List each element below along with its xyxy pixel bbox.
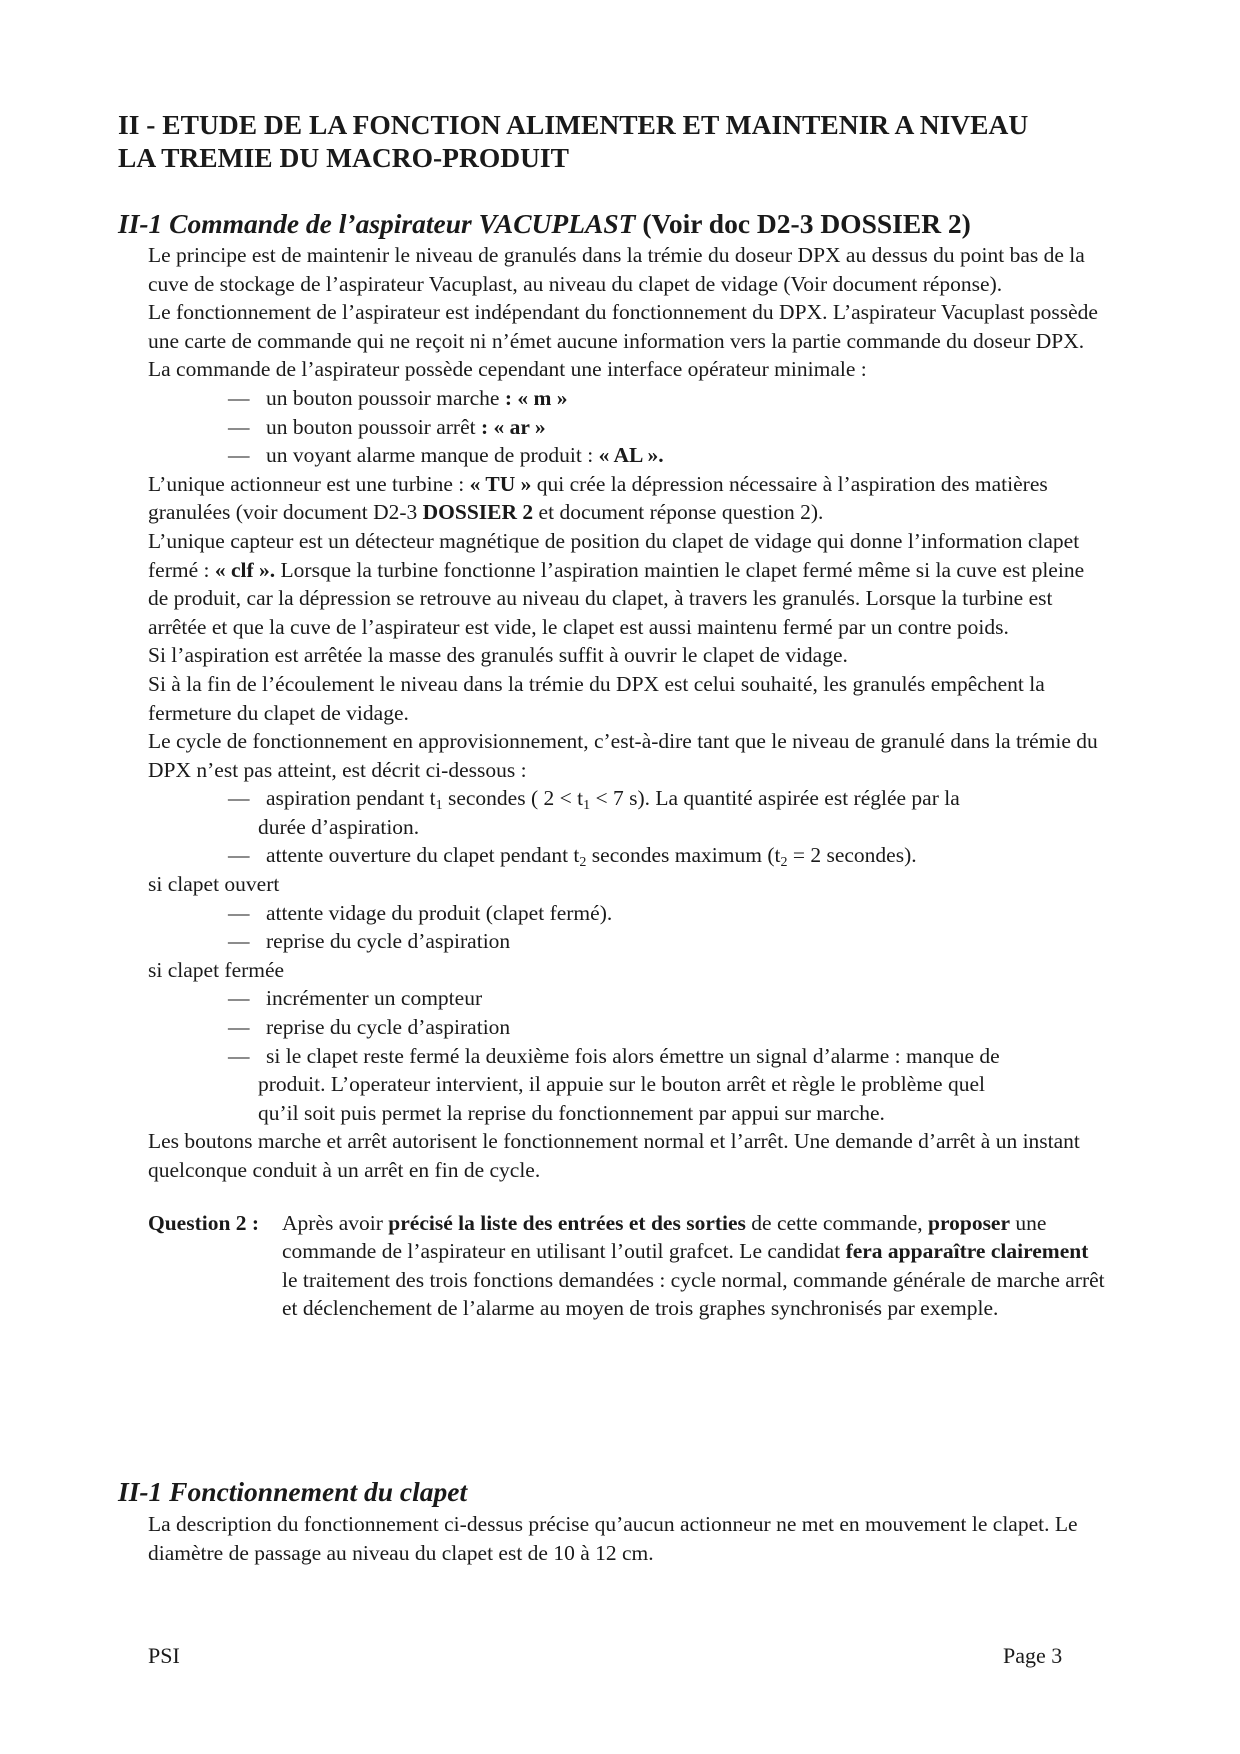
list-item: — incrémenter un compteur [228,986,483,1011]
list-item: — si le clapet reste fermé la deuxième fois alors émettre un signal d’alarme : manque de produit. L’operateur intervient, il appuie sur le bouton arrêt et règle le problème quel qu’il soit puis permet la reprise du fonctionnement par appui sur marche. [228,1043,1000,1125]
list-item: — attente ouverture du clapet pendant $t_2$ secondes maximum ($t_2 = 2$ secondes). [228,843,917,871]
main-heading [118,108,1118,174]
list-item: — reprise du cycle d’aspiration [228,1015,511,1040]
section-1-heading: II-1 Commande de l’aspirateur VACUPLAST (Voir doc D2-3 DOSSIER 2) [118,208,971,239]
paragraph: Si l’aspiration est arrêtée la masse des granulés suffit à ouvrir le clapet de vidage. [148,643,848,668]
condition-label: si clapet ouvert [148,872,280,897]
section-2-heading: II-1 Fonctionnement du clapet [118,1476,468,1507]
question-2: Question 2 : Après avoir précisé la liste des entrées et des sorties de cette commande, proposer une commande de l’aspirateur en utilisant l’outil grafcet. Le candidat fera apparaître clairement le traitement des trois fonctions demandées : cycle normal, commande générale de marche arrêt et déclenchement de l’alarme au moyen de trois graphes synchronisés par exemple. [148,1210,1105,1321]
section-2-body [148,1510,1108,1567]
section-1-body [148,241,1108,1323]
paragraph: Si à la fin de l’écoulement le niveau dans la trémie du DPX est celui souhaité, les granulés empêchent la fermeture du clapet de vidage. [148,671,1045,725]
list-item: — reprise du cycle d’aspiration [228,929,511,954]
paragraph: La description du fonctionnement ci-dessus précise qu’aucun actionneur ne met en mouvement le clapet. Le diamètre de passage au niveau du clapet est de 10 à 12 cm. [148,1512,1078,1565]
paragraph: Le cycle de fonctionnement en approvisionnement, c’est-à-dire tant que le niveau de granulé dans la trémie du DPX n’est pas atteint, est décrit ci-dessous : [148,729,1098,782]
list-item: — attente vidage du produit (clapet fermé). [228,900,613,925]
list-item: — un bouton poussoir marche : « m » [228,385,568,410]
footer-page-number: Page 3 [1003,1643,1063,1668]
paragraph: Les boutons marche et arrêt autorisent le fonctionnement normal et l’arrêt. Une demande d’arrêt à un instant quelconque conduit à un arrêt en fin de cycle. [148,1129,1080,1182]
question-label: Question 2 : [148,1210,260,1235]
footer-left: PSI [148,1643,180,1668]
list-item: — un voyant alarme manque de produit : « AL ». [228,443,664,468]
list-item: — aspiration pendant $t_1$ secondes ( $2 < t_1 < 7$ s). La quantité aspirée est réglée par la durée d’aspiration. [228,786,960,839]
paragraph: L’unique actionneur est une turbine : « TU » qui crée la dépression nécessaire à l’aspiration des matières granulées (voir document D2-3 DOSSIER 2 et document réponse question 2). [148,471,1048,525]
paragraph: Le fonctionnement de l’aspirateur est indépendant du fonctionnement du DPX. L’aspirateur Vacuplast possède une carte de commande qui ne reçoit ni n’émet aucune information vers la partie commande du doseur DPX. [148,300,1098,353]
paragraph: La commande de l’aspirateur possède cependant une interface opérateur minimale : [148,357,867,382]
condition-label: si clapet fermée [148,957,285,982]
list-item: — un bouton poussoir arrêt : « ar » [228,414,546,439]
main-heading-line-2: LA TREMIE DU MACRO-PRODUIT [118,142,569,173]
paragraph: Le principe est de maintenir le niveau de granulés dans la trémie du doseur DPX au dessus du point bas de la cuve de stockage de l’aspirateur Vacuplast, au niveau du clapet de vidage (Voir document réponse). [148,243,1085,296]
main-heading-line-1: II - ETUDE DE LA FONCTION ALIMENTER ET MAINTENIR A NIVEAU [118,109,1029,140]
paragraph: L’unique capteur est un détecteur magnétique de position du clapet de vidage qui donne l’information clapet fermé : « clf ». Lorsque la turbine fonctionne l’aspiration maintien le clapet fermé même si la cuve est pleine de produit, car la dépression se retrouve au niveau du clapet, à travers les granulés. Lorsque la turbine est arrêtée et que la cuve de l’aspirateur est vide, le clapet est aussi maintenu fermé par un contre poids. [148,528,1085,639]
